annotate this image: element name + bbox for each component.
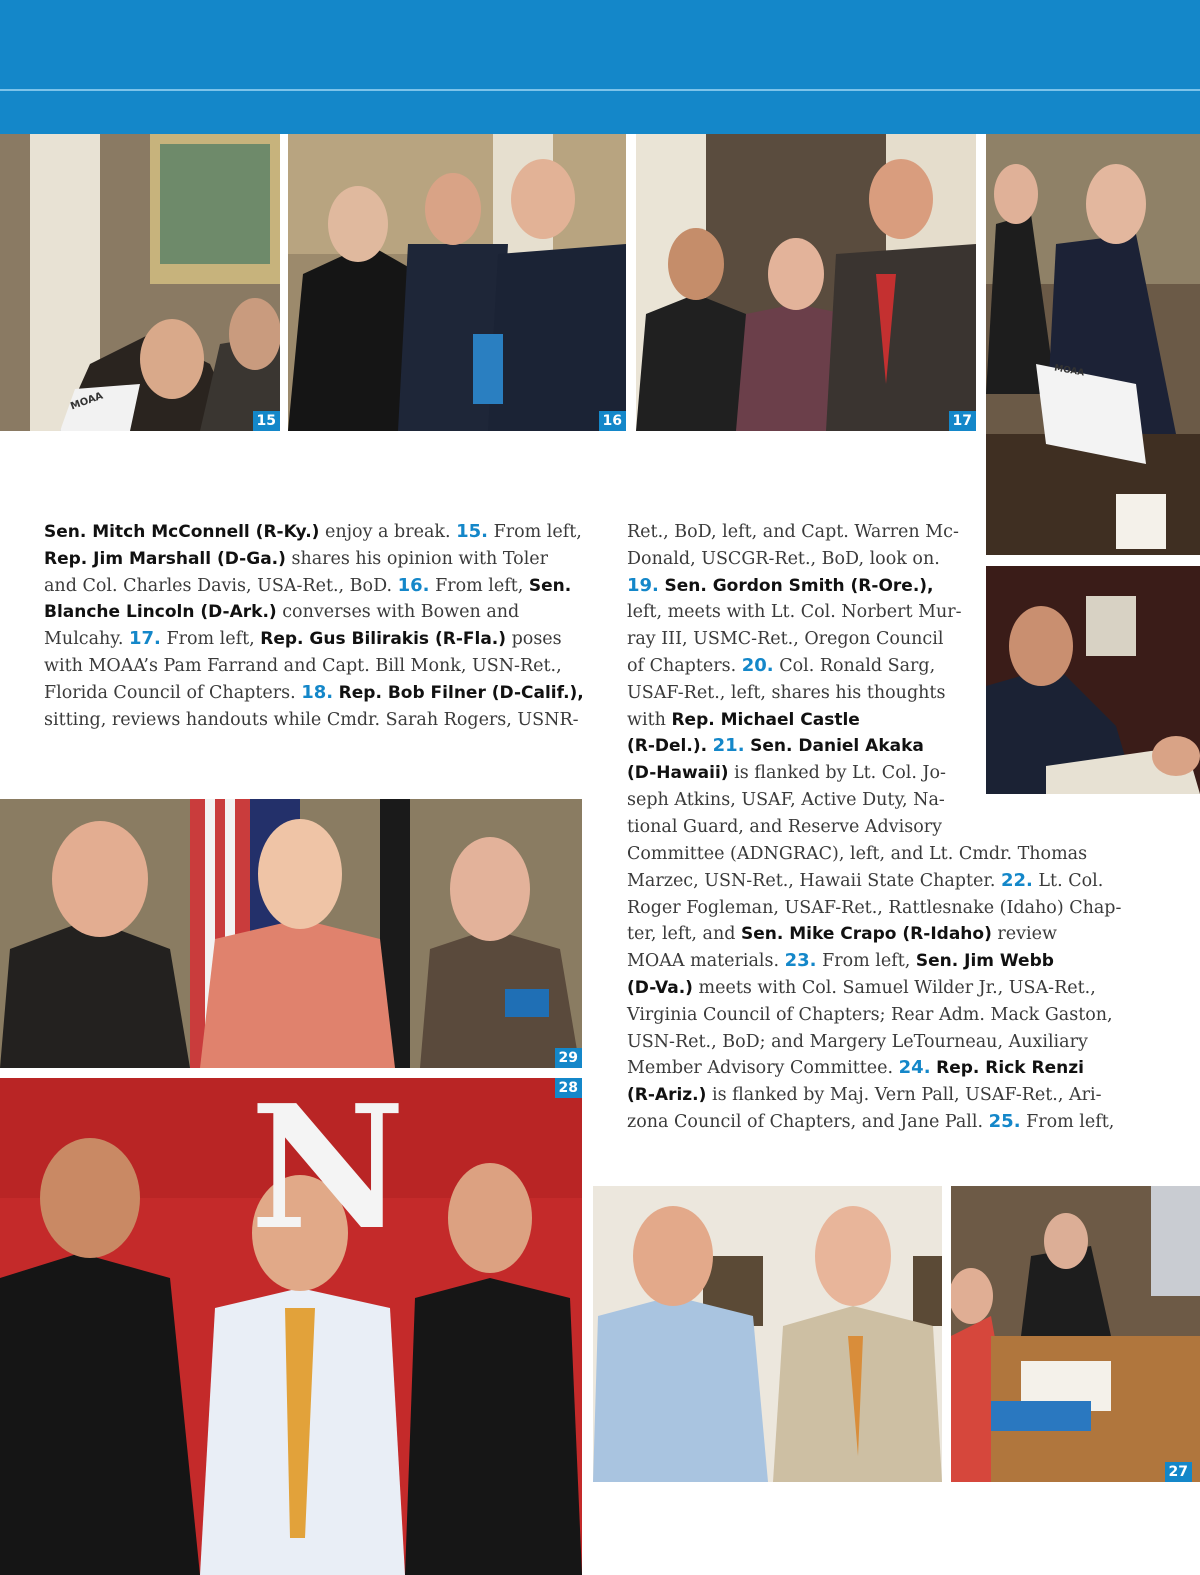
caption-line (44, 546, 589, 573)
caption-text: is flanked by Maj. Vern Pall, USAF-Ret., Ari- (706, 1085, 1102, 1106)
caption-name: Sen. Daniel Akaka (750, 736, 924, 757)
caption-photo-number: 21. (712, 735, 745, 757)
nebraska-n-banner: N (250, 1078, 406, 1268)
caption-text: Marzec, USN-Ret., Hawaii State Chapter. (627, 870, 1001, 891)
caption-line (627, 599, 977, 626)
caption-name: Sen. Mitch McConnell (R-Ky.) (44, 522, 320, 542)
caption-text: shares his opinion with Toler (285, 548, 549, 569)
caption-name: Sen. Jim Webb (915, 951, 1054, 972)
caption-line (627, 680, 977, 707)
caption-text: left, meets with Lt. Col. Norbert Mur- (627, 602, 962, 623)
caption-name: Sen. (528, 575, 572, 596)
caption-block-right-top (627, 519, 977, 841)
caption-line (627, 626, 977, 653)
caption-text: Virginia Council of Chapters; Rear Adm. Mack Gaston, (627, 1004, 1113, 1025)
caption-photo-number: 16. (397, 574, 430, 596)
photo-number-badge: 28 (555, 1078, 582, 1098)
caption-photo-number: 22. (1000, 869, 1033, 891)
caption-photo-number: 17. (128, 628, 161, 650)
caption-text: From left, (816, 951, 916, 972)
photo-19 (986, 566, 1200, 794)
caption-line (44, 573, 589, 600)
caption-line (627, 1002, 1127, 1029)
photo-number-badge: 17 (949, 411, 976, 431)
caption-name: (R-Ariz.) (627, 1085, 707, 1106)
caption-text: From left, (429, 575, 529, 596)
caption-line (627, 921, 1127, 948)
caption-line (627, 841, 1127, 868)
caption-text: USAF-Ret., left, shares his thoughts (627, 682, 946, 703)
photo-number-badge: 15 (253, 411, 280, 431)
caption-text: Roger Fogleman, USAF-Ret., Rattlesnake (Idaho) Chap- (627, 897, 1122, 918)
caption-line (627, 519, 977, 546)
caption-text: Ret., BoD, left, and Capt. Warren Mc- (627, 522, 959, 542)
caption-text: ter, left, and (627, 924, 742, 945)
caption-line (627, 1082, 1127, 1109)
caption-text: is flanked by Lt. Col. Jo- (728, 763, 946, 784)
caption-line (627, 948, 1127, 975)
header-rule (0, 89, 1200, 91)
caption-line (627, 868, 1127, 895)
caption-name: Blanche Lincoln (D-Ark.) (44, 602, 277, 623)
caption-text: Mulcahy. (44, 629, 129, 650)
moaa-logo: MOAA (1053, 363, 1085, 379)
photo-18 (986, 134, 1200, 555)
caption-text: and Col. Charles Davis, USA-Ret., BoD. (44, 575, 398, 596)
photo-27 (951, 1186, 1200, 1482)
caption-line (44, 653, 589, 680)
caption-line (627, 975, 1127, 1002)
caption-block-right-bottom (627, 841, 1127, 1136)
caption-text: From left, (1020, 1111, 1115, 1132)
caption-text: Committee (ADNGRAC), left, and Lt. Cmdr. Thomas (627, 844, 1088, 864)
caption-text: From left, (160, 629, 261, 650)
caption-name: Rep. Rick Renzi (936, 1058, 1084, 1079)
caption-photo-number: 19. (627, 574, 659, 596)
header-band (0, 0, 1200, 134)
photo-15 (0, 134, 280, 431)
caption-name: (R-Del.). (627, 736, 708, 757)
caption-name: Sen. Mike Crapo (R-Idaho) (741, 924, 992, 945)
caption-text: Col. Ronald Sarg, (773, 655, 936, 676)
caption-line (44, 519, 589, 546)
caption-text: seph Atkins, USAF, Active Duty, Na- (627, 789, 945, 810)
photo-number-badge: 29 (555, 1048, 582, 1068)
moaa-logo: MOAA (69, 390, 105, 413)
caption-line (44, 707, 589, 734)
photo-26 (593, 1186, 942, 1482)
caption-name: Sen. Gordon Smith (R-Ore.), (664, 575, 934, 596)
caption-name: Rep. Bob Filner (D-Calif.), (338, 682, 584, 703)
caption-text: Donald, USCGR-Ret., BoD, look on. (627, 548, 940, 569)
caption-text: MOAA materials. (627, 951, 785, 972)
caption-text: poses (506, 629, 562, 650)
caption-name: Rep. Michael Castle (671, 709, 860, 730)
photo-29 (0, 799, 582, 1068)
caption-line (627, 814, 977, 841)
caption-line (627, 573, 977, 600)
caption-line (44, 599, 589, 626)
caption-text: converses with Bowen and (276, 602, 520, 623)
caption-line (627, 760, 977, 787)
caption-text: sitting, reviews handouts while Cmdr. Sarah Rogers, USNR- (44, 709, 579, 730)
caption-photo-number: 23. (784, 950, 817, 972)
caption-line (627, 895, 1127, 922)
caption-text: of Chapters. (627, 655, 742, 676)
caption-name: Rep. Jim Marshall (D-Ga.) (44, 548, 286, 569)
caption-text: review (991, 924, 1057, 945)
caption-line (627, 653, 977, 680)
caption-line (627, 1055, 1127, 1082)
caption-text: with (627, 709, 672, 730)
caption-line (44, 680, 589, 707)
caption-name: (D-Va.) (627, 977, 693, 998)
caption-text: tional Guard, and Reserve Advisory (627, 816, 943, 837)
caption-text: Florida Council of Chapters. (44, 682, 302, 703)
photo-number-badge: 27 (1165, 1462, 1192, 1482)
caption-text: enjoy a break. (319, 522, 457, 542)
caption-line (627, 546, 977, 573)
photo-16 (288, 134, 626, 431)
caption-line (627, 1109, 1127, 1136)
caption-photo-number: 18. (301, 681, 334, 703)
caption-text: Member Advisory Committee. (627, 1058, 899, 1079)
caption-line (627, 1029, 1127, 1056)
caption-text: USN-Ret., BoD; and Margery LeTourneau, Auxiliary (627, 1031, 1088, 1052)
caption-line (627, 787, 977, 814)
caption-name: Rep. Gus Bilirakis (R-Fla.) (260, 629, 507, 650)
photo-17 (636, 134, 976, 431)
caption-text: with MOAA’s Pam Farrand and Capt. Bill Monk, USN-Ret., (44, 655, 562, 676)
caption-text: ray III, USMC-Ret., Oregon Council (627, 629, 944, 650)
caption-photo-number: 15. (456, 521, 489, 542)
caption-photo-number: 24. (898, 1057, 931, 1079)
caption-photo-number: 25. (988, 1110, 1021, 1132)
caption-photo-number: 20. (741, 654, 774, 676)
caption-text: Lt. Col. (1032, 870, 1104, 891)
caption-line (44, 626, 589, 653)
photo-number-badge: 16 (599, 411, 626, 431)
caption-text: From left, (488, 522, 582, 542)
caption-name: (D-Hawaii) (627, 763, 729, 784)
caption-line (627, 733, 977, 760)
caption-text: zona Council of Chapters, and Jane Pall. (627, 1111, 989, 1132)
photo-28 (0, 1078, 582, 1575)
caption-text: meets with Col. Samuel Wilder Jr., USA-Ret., (692, 977, 1096, 998)
caption-block-left (44, 519, 589, 733)
caption-line (627, 707, 977, 734)
